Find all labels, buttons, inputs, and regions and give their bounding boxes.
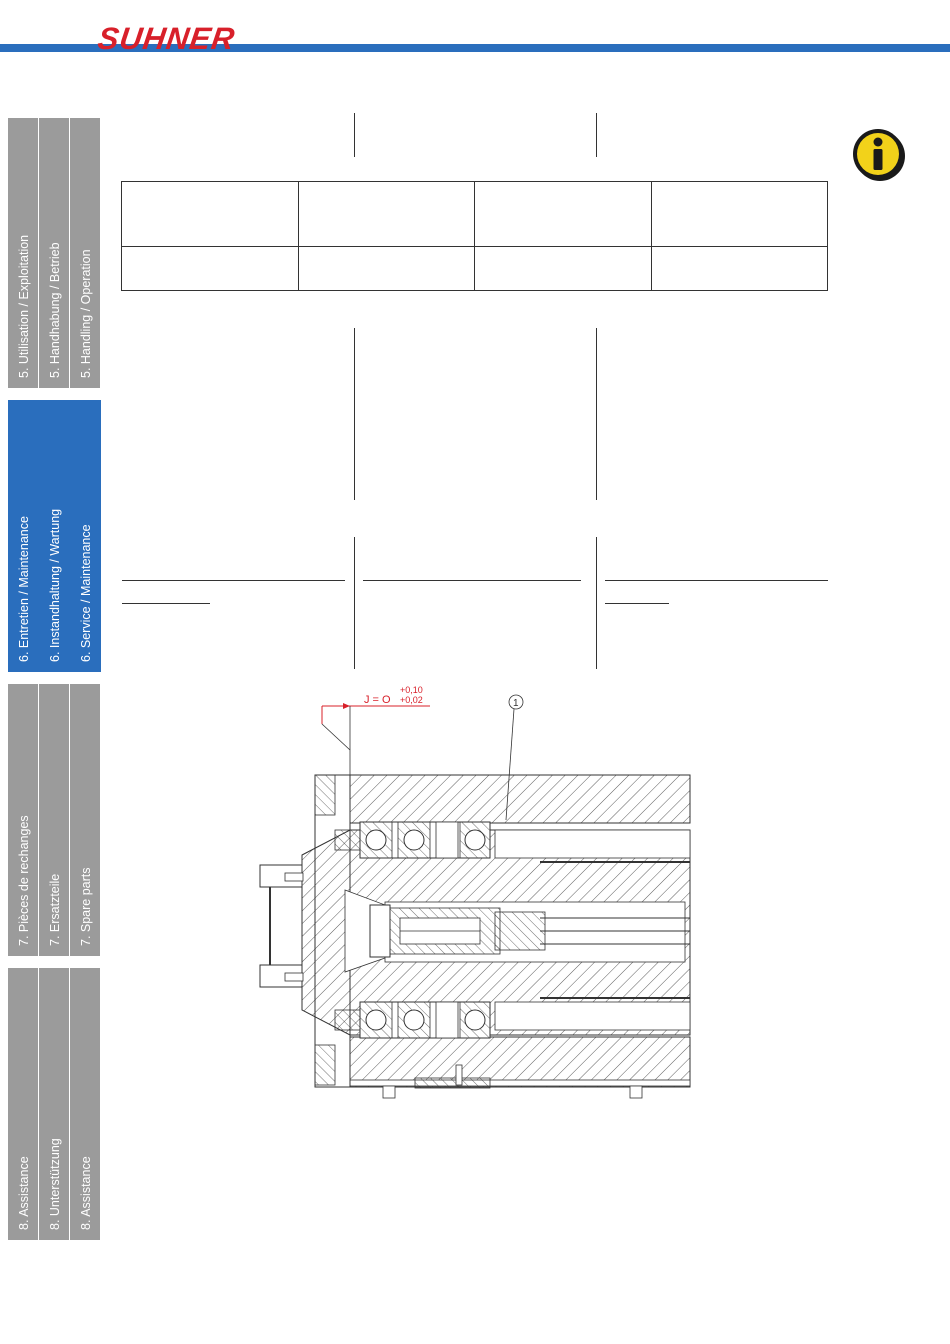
column-divider [354,537,355,669]
table-cell [651,182,828,247]
table-cell [298,182,475,247]
sidebar-tab-label: 5. Utilisation / Exploitation [17,234,31,378]
sidebar-tab-de[interactable] [39,118,69,388]
sidebar-tab-label: 6. Service / Maintenance [79,524,93,662]
sidebar-tab-de[interactable] [39,968,69,1240]
sidebar-tab-label: 6. Instandhaltung / Wartung [48,508,62,662]
callout-number: 1 [513,698,519,709]
sidebar-tab-fr[interactable] [8,118,38,388]
sidebar-tab-fr[interactable] [8,684,38,956]
table-cell [122,182,299,247]
tolerance-lower: +0,02 [400,695,423,705]
heading-underline [605,603,669,604]
sidebar-tab-label: 8. Unterstützung [48,1138,62,1230]
sidebar-tab-label: 7. Spare parts [79,867,93,946]
table-cell [298,247,475,291]
bearing-set-top [360,822,490,858]
column-divider [354,113,355,157]
sidebar-tab-label: 8. Assistance [79,1156,93,1230]
heading-underline [363,580,581,581]
info-icon [852,128,906,182]
spindle-cross-section-drawing [240,680,700,1100]
sidebar-tab-label: 7. Ersatzteile [48,873,62,946]
sidebar-tab-fr[interactable] [8,400,38,672]
dimension-annotation [322,685,430,724]
tolerance-upper: +0,10 [400,685,423,695]
table-cell [122,247,299,291]
table-cell [651,247,828,291]
column-divider [596,113,597,157]
table-row [122,182,828,247]
column-divider [596,537,597,669]
heading-underline [122,580,345,581]
table-cell [475,247,652,291]
sidebar-tab-label: 7. Pièces de rechanges [17,815,31,946]
table-cell [475,182,652,247]
column-divider [354,328,355,500]
sidebar-tab-label: 5. Handhabung / Betrieb [48,242,62,378]
bearing-set-bottom [360,1002,490,1038]
heading-underline [605,580,828,581]
column-divider [596,328,597,500]
table-row [122,247,828,291]
sidebar-tab-en[interactable] [70,684,100,956]
sidebar-tab-de[interactable] [39,684,69,956]
heading-underline [122,603,210,604]
sidebar-tab-label: 5. Handling / Operation [79,249,93,378]
sidebar-tab-en[interactable] [70,968,100,1240]
sidebar-tab-label: 6. Entretien / Maintenance [17,516,31,662]
spec-table [121,181,828,291]
sidebar-tab-en[interactable] [70,400,100,672]
suhner-logo: SUHNER [95,21,238,56]
sidebar-tab-en[interactable] [70,118,100,388]
sidebar-tab-de[interactable] [39,400,69,672]
sidebar-tab-label: 8. Assistance [17,1156,31,1230]
sidebar-tab-fr[interactable] [8,968,38,1240]
dimension-label: J = O [364,694,391,706]
